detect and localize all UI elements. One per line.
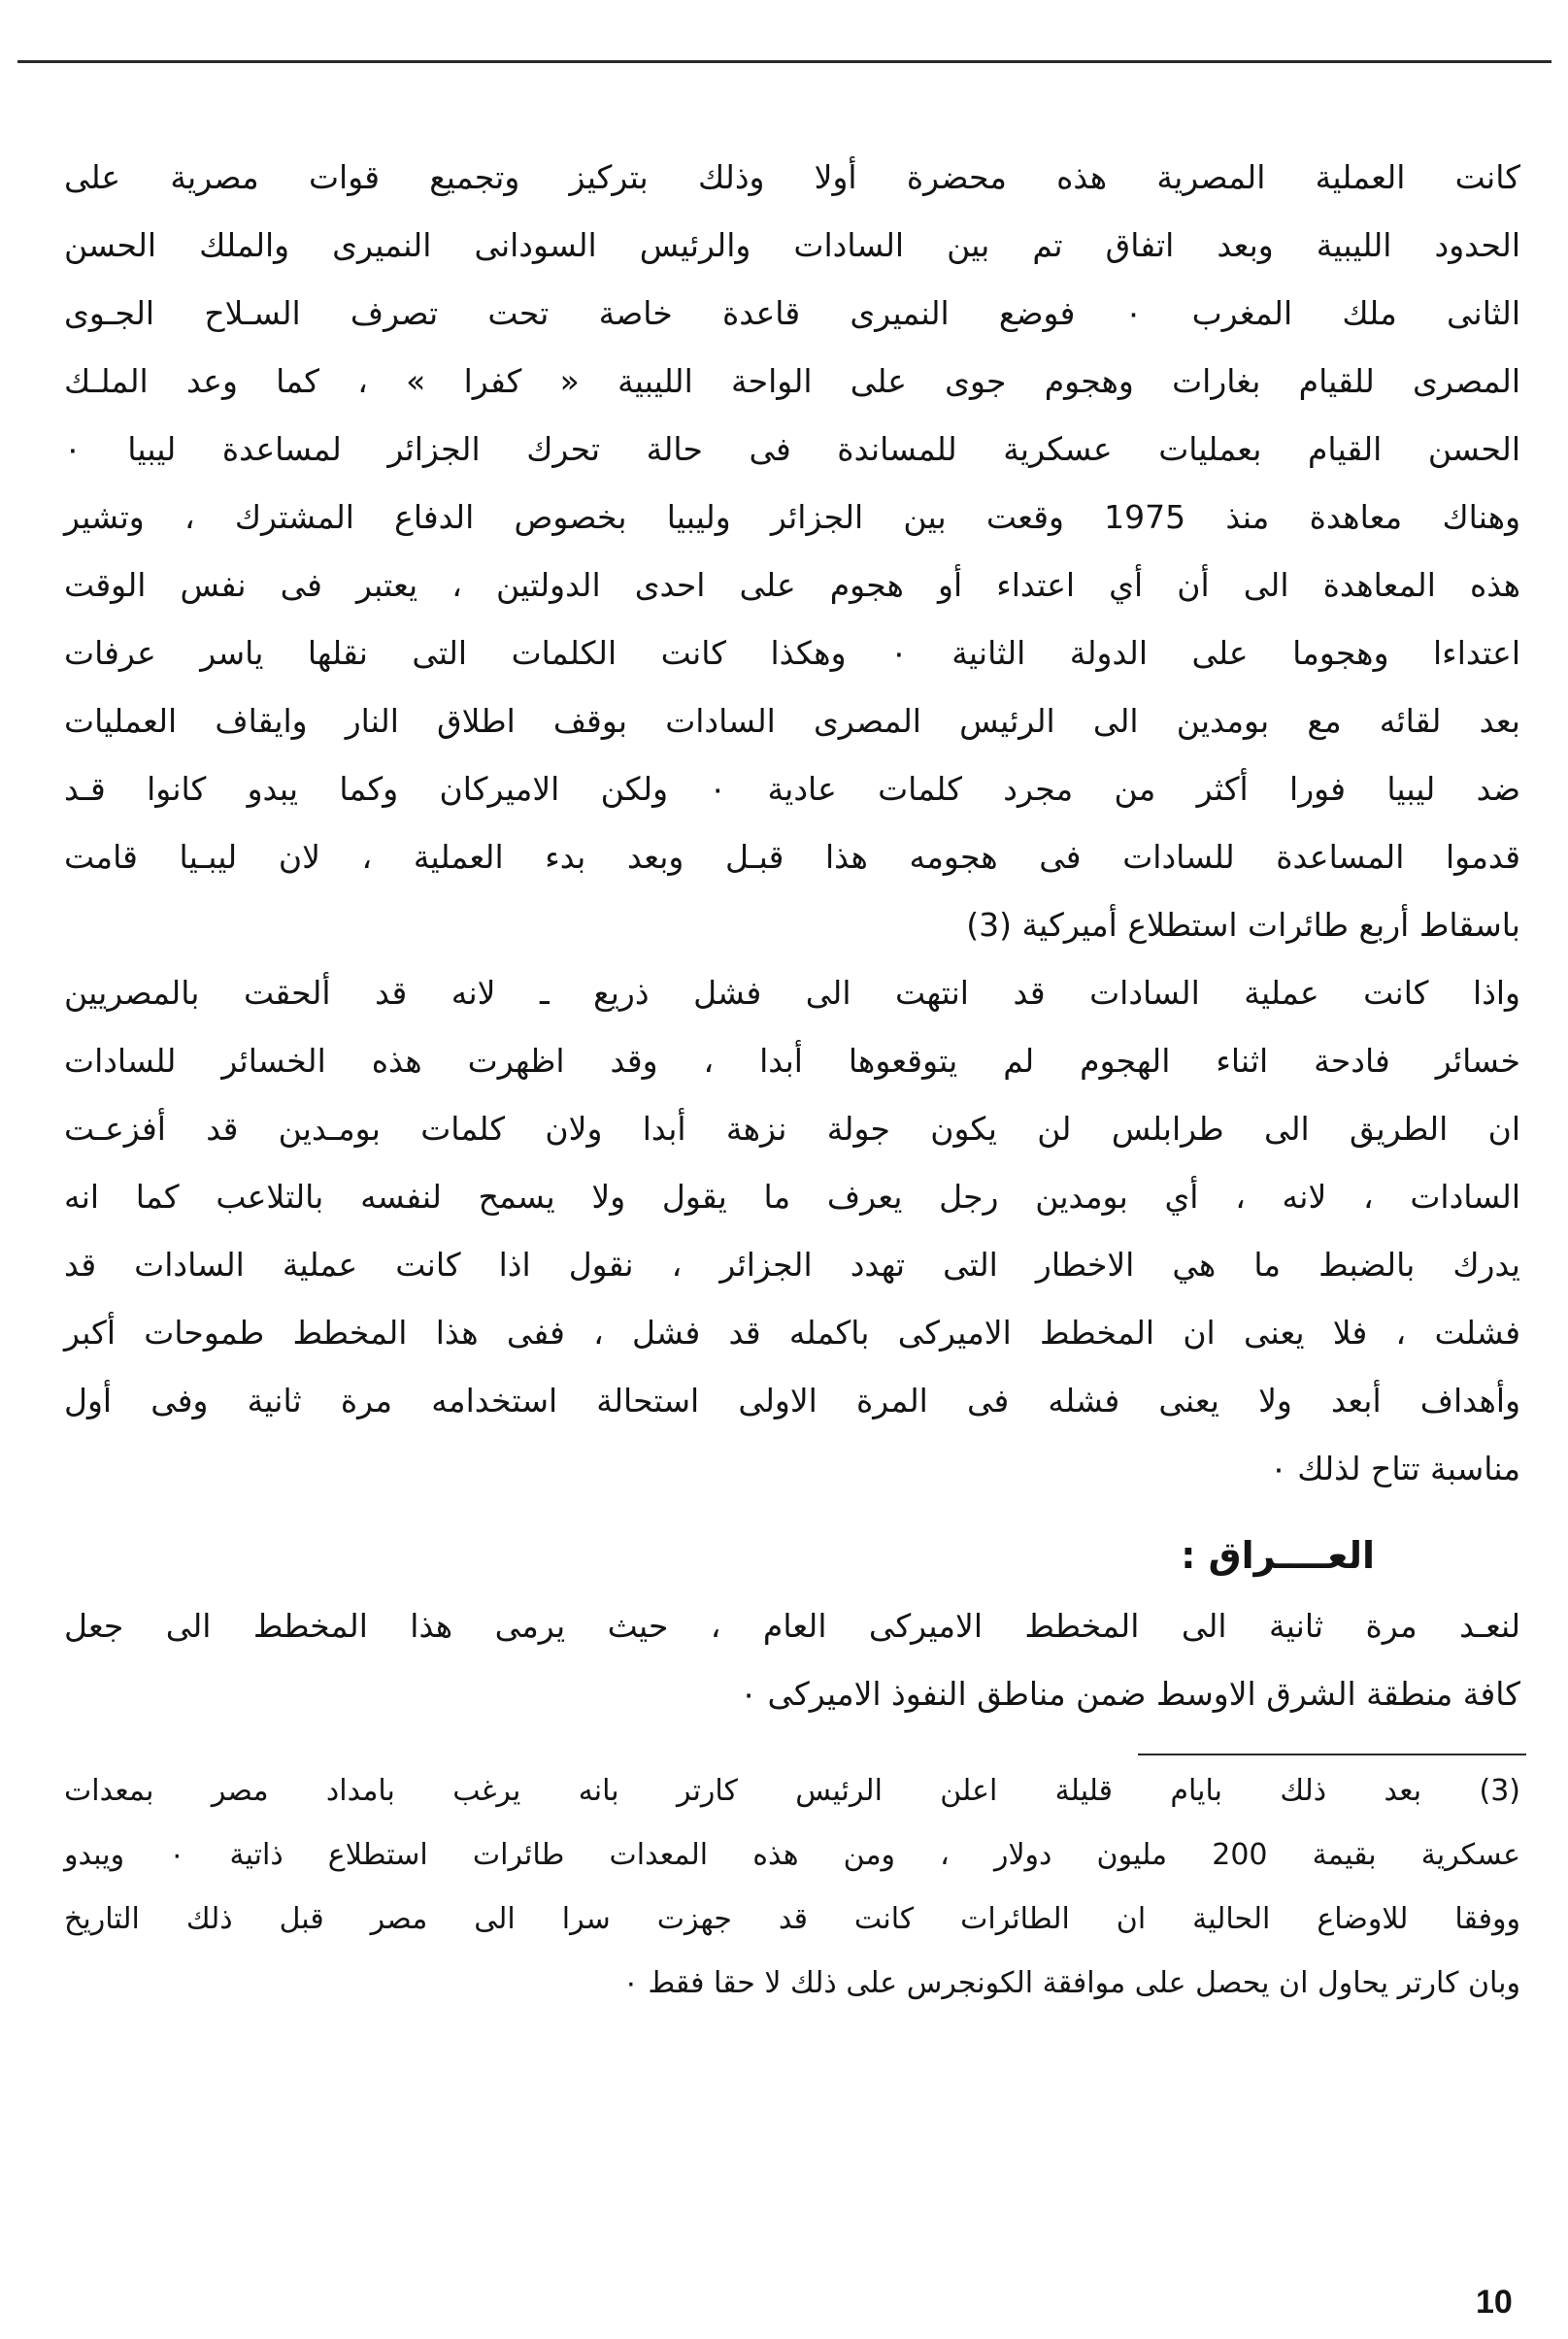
text-line: ان الطريق الى طرابلس لن يكون جولة نزهة أبدا ولان كلمات بومـدين قد أفزعـت: [64, 1110, 1520, 1148]
text-line: المصرى للقيام بغارات وهجوم جوى على الواحة الليبية « كفرا » ، كما وعد الملـك: [64, 362, 1520, 400]
paragraph-sadat-failure: [64, 959, 1520, 1503]
text-line: خسائر فادحة اثناء الهجوم لم يتوقعوها أبدا ، وقد اظهرت هذه الخسائر للسادات: [64, 1042, 1520, 1080]
text-line: بعد لقائه مع بومدين الى الرئيس المصرى السادات بوقف اطلاق النار وايقاف العمليات: [64, 702, 1520, 740]
body-text: [64, 144, 1520, 1728]
footnote-line: ووفقا للاوضاع الحالية ان الطائرات كانت قد جهزت سرا الى مصر قبل ذلك التاريخ: [64, 1902, 1520, 1936]
text-line: قدموا المساعدة للسادات فى هجومه هذا قبـل وبعد بدء العملية ، لان ليبـيا قامت: [64, 838, 1520, 876]
text-line: لنعـد مرة ثانية الى المخطط الاميركى العام ، حيث يرمى هذا المخطط الى جعل: [64, 1607, 1520, 1645]
footnote: [64, 1759, 1520, 2016]
text-line: مناسبة تتاح لذلك ٠: [1270, 1450, 1520, 1487]
text-line: واذا كانت عملية السادات قد انتهت الى فشل ذريع ـ لانه قد ألحقت بالمصريين: [64, 974, 1520, 1012]
text-line: كافة منطقة الشرق الاوسط ضمن مناطق النفوذ الاميركى ٠: [740, 1675, 1520, 1713]
section-heading-iraq: العــــراق :: [1181, 1534, 1375, 1577]
text-line: الحسن القيام بعمليات عسكرية للمساندة فى حالة تحرك الجزائر لمساعدة ليبيا ٠: [64, 430, 1520, 468]
paragraph-iraq: [64, 1592, 1520, 1728]
footnote-line: وبان كارتر يحاول ان يحصل على موافقة الكونجرس على ذلك لا حقا فقط ٠: [622, 1966, 1520, 2000]
text-line: باسقاط أربع طائرات استطلاع أميركية (3): [966, 906, 1520, 944]
top-rule: [17, 60, 1551, 63]
text-line: السادات ، لانه ، أي بومدين رجل يعرف ما يقول ولا يسمح لنفسه بالتلاعب كما انه: [64, 1178, 1520, 1216]
text-line: ضد ليبيا فورا أكثر من مجرد كلمات عادية ٠ ولكن الاميركان وكما يبدو كانوا قـد: [64, 770, 1520, 808]
text-line: يدرك بالضبط ما هي الاخطار التى تهدد الجزائر ، نقول اذا كانت عملية السادات قد: [64, 1246, 1520, 1284]
footnote-rule: [1138, 1754, 1526, 1755]
footnote-line: عسكرية بقيمة 200 مليون دولار ، ومن هذه المعدات طائرات استطلاع ذاتية ٠ ويبدو: [64, 1838, 1520, 1872]
text-line: اعتداءا وهجوما على الدولة الثانية ٠ وهكذا كانت الكلمات التى نقلها ياسر عرفات: [64, 634, 1520, 672]
text-line: الحدود الليبية وبعد اتفاق تم بين السادات والرئيس السودانى النميرى والملك الحسن: [64, 226, 1520, 264]
paragraph-egypt-operation: [64, 144, 1520, 959]
text-line: فشلت ، فلا يعنى ان المخطط الاميركى باكمله قد فشل ، ففى هذا المخطط طموحات أكبر: [64, 1314, 1520, 1352]
text-line: وهناك معاهدة منذ 1975 وقعت بين الجزائر وليبيا بخصوص الدفاع المشترك ، وتشير: [64, 498, 1521, 536]
footnote-line: (3) بعد ذلك بايام قليلة اعلن الرئيس كارتر بانه يرغب بامداد مصر بمعدات: [64, 1774, 1520, 1808]
page-number: 10: [1476, 2284, 1513, 2321]
text-line: هذه المعاهدة الى أن أي اعتداء أو هجوم على احدى الدولتين ، يعتبر فى نفس الوقت: [64, 566, 1520, 604]
text-line: وأهداف أبعد ولا يعنى فشله فى المرة الاولى استحالة استخدامه مرة ثانية وفى أول: [64, 1382, 1520, 1420]
text-line: كانت العملية المصرية هذه محضرة أولا وذلك بتركيز وتجميع قوات مصرية على: [64, 158, 1520, 196]
text-line: الثانى ملك المغرب ٠ فوضع النميرى قاعدة خاصة تحت تصرف السـلاح الجـوى: [64, 294, 1520, 332]
